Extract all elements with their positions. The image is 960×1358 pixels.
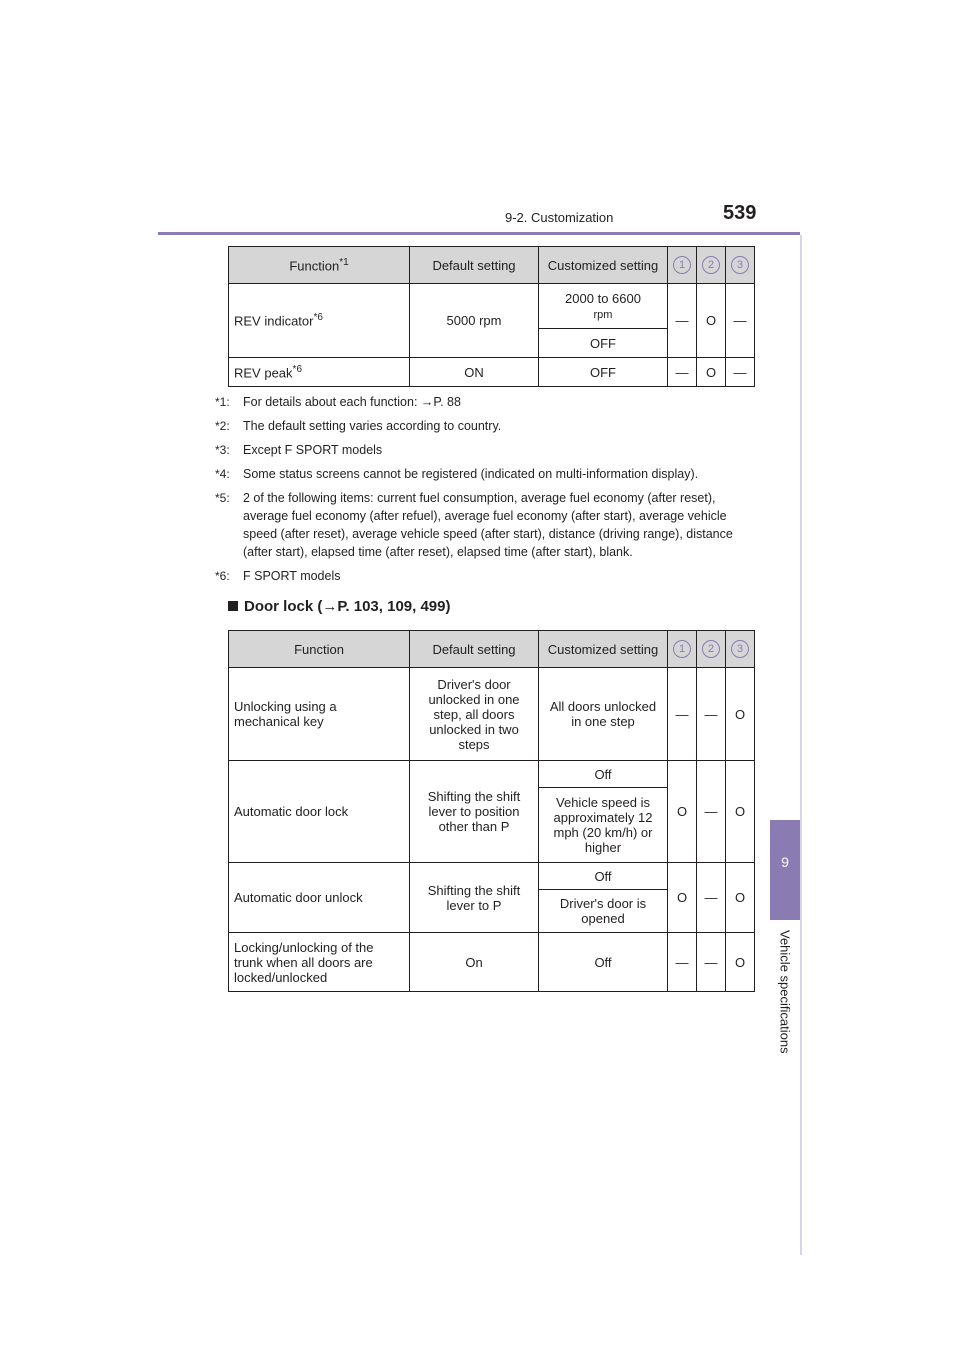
chapter-label: Vehicle specifications — [777, 930, 793, 1054]
cell-custom: Vehicle speed is approximately 12 mph (20 km/h) or higher — [539, 788, 668, 863]
cell-function: REV indicator$^{*6}$ — [229, 284, 410, 358]
cell-custom: All doors unlocked in one step — [539, 668, 668, 761]
cell-function: REV peak$^{*6}$ — [229, 358, 410, 387]
cell-custom: Off — [539, 761, 668, 788]
footnote: *3: Except F SPORT models — [215, 443, 383, 457]
footnote: *2: The default setting varies according to country. — [215, 419, 502, 433]
section-heading-door-lock: Door lock (→P. 103, 109, 499) — [228, 598, 451, 615]
table-row — [229, 863, 755, 890]
bullet-square-icon — [228, 601, 238, 611]
table-header-row — [229, 631, 755, 668]
header-default: Default setting — [410, 631, 539, 668]
cell-mark: — — [668, 358, 697, 387]
chapter-tab — [770, 820, 800, 920]
cell-custom: 2000 to 6600 rpm — [539, 284, 668, 329]
cell-default: Driver's door unlocked in one step, all doors unlocked in two steps — [410, 668, 539, 761]
cell-mark: O — [668, 863, 697, 933]
page-number: 539 — [723, 202, 757, 224]
cell-function: Unlocking using a mechanical key — [229, 668, 410, 761]
header-col3: 3 — [726, 247, 755, 284]
cell-mark: — — [697, 933, 726, 992]
footnote: *4: Some status screens cannot be registered (indicated on multi-information display). — [215, 467, 699, 481]
cell-default: 5000 rpm — [410, 284, 539, 358]
table-row — [229, 668, 755, 761]
footnote: *5: 2 of the following items: current fuel consumption, average fuel economy (after reset), average fuel economy (after refuel), average fuel economy (after start), average vehicle speed (after reset), average vehicle speed (after start), distance (driving range), distance (after start), elapsed time (after reset), elapsed time (after start), blank. — [215, 491, 733, 559]
header-col2: 2 — [697, 631, 726, 668]
cell-default: Shifting the shift lever to position other than P — [410, 761, 539, 863]
cell-custom: Off — [539, 933, 668, 992]
header-rule — [158, 232, 800, 235]
cell-mark: O — [726, 761, 755, 863]
cell-function: Automatic door lock — [229, 761, 410, 863]
cell-mark: O — [726, 933, 755, 992]
cell-mark: — — [668, 284, 697, 358]
cell-default: On — [410, 933, 539, 992]
cell-mark: — — [697, 863, 726, 933]
cell-custom: OFF — [539, 329, 668, 358]
cell-custom: OFF — [539, 358, 668, 387]
customization-table-top — [228, 246, 755, 387]
table-row — [229, 933, 755, 992]
cell-custom: Driver's door is opened — [539, 890, 668, 933]
cell-mark: — — [668, 668, 697, 761]
header-col2: 2 — [697, 247, 726, 284]
side-rule — [800, 235, 802, 1255]
cell-mark: O — [697, 358, 726, 387]
cell-function: Locking/unlocking of the trunk when all doors are locked/unlocked — [229, 933, 410, 992]
cell-mark: O — [726, 863, 755, 933]
table-header-row — [229, 247, 755, 284]
chapter-number: 9 — [781, 854, 789, 870]
header-col3: 3 — [726, 631, 755, 668]
header-function: Function$^{*1}$ — [229, 247, 410, 284]
table-row — [229, 284, 755, 329]
footnotes — [215, 393, 745, 591]
cell-mark: O — [668, 761, 697, 863]
header-function: Function — [229, 631, 410, 668]
footnote: *1: For details about each function: →P. 88 — [215, 395, 461, 409]
header-default: Default setting — [410, 247, 539, 284]
cell-mark: — — [726, 358, 755, 387]
cell-function: Automatic door unlock — [229, 863, 410, 933]
section-title: 9-2. Customization — [505, 210, 614, 225]
cell-mark: — — [668, 933, 697, 992]
cell-mark: — — [697, 668, 726, 761]
footnote: *6: F SPORT models — [215, 569, 341, 583]
header-custom: Customized setting — [539, 247, 668, 284]
door-lock-table — [228, 630, 755, 992]
cell-mark: — — [697, 761, 726, 863]
table-row — [229, 761, 755, 788]
cell-default: Shifting the shift lever to P — [410, 863, 539, 933]
header-col1: 1 — [668, 631, 697, 668]
cell-mark: — — [726, 284, 755, 358]
cell-custom: Off — [539, 863, 668, 890]
cell-default: ON — [410, 358, 539, 387]
table-row — [229, 358, 755, 387]
header-custom: Customized setting — [539, 631, 668, 668]
cell-mark: O — [697, 284, 726, 358]
header-col1: 1 — [668, 247, 697, 284]
cell-mark: O — [726, 668, 755, 761]
